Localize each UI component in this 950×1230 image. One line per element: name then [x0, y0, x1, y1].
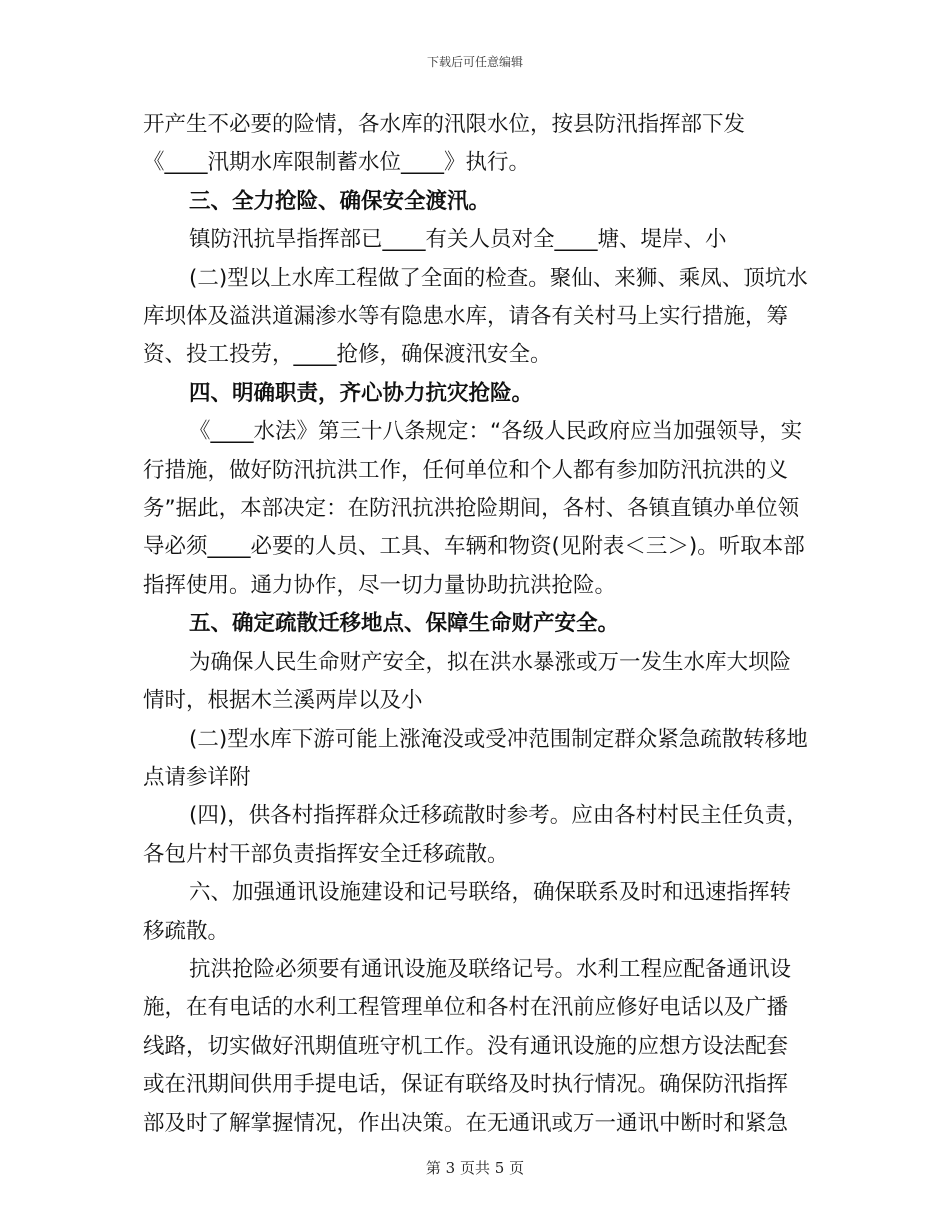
section-heading-5: 五、确定疏散迁移地点、保障生命财产安全。 [189, 611, 620, 637]
paragraph: 《____水法》第三十八条规定：“各级人民政府应当加强领导，实行措施，做好防汛抗洪工作，任何单位和个人都有参加防汛抗洪的义务”据此，本部决定：在防汛抗洪抢险期间，各村、各镇直镇办单位领导必须____必要的人员、工具、车辆和物资(见附表＜三＞)。听取本部指挥使用。通力协作，尽一切力量协助抗洪抢险。 [143, 419, 805, 598]
paragraph: 为确保人民生命财产安全，拟在洪水暴涨或万一发生水库大坝险情时，根据木兰溪两岸以及小 [143, 649, 792, 714]
page-footer: 第 3 页共 5 页 [425, 1159, 525, 1177]
paragraph: 镇防汛抗旱指挥部已____有关人员对全____塘、堤岸、小 [189, 227, 727, 253]
document-body [143, 106, 808, 1143]
paragraph: (二)型以上水库工程做了全面的检查。聚仙、来狮、乘凤、顶坑水库坝体及溢洪道漏渗水等有隐患水库，请各有关村马上实行措施，筹资、投工投劳，____抢修，确保渡汛安全。 [143, 265, 808, 368]
section-heading-3: 三、全力抢险、确保安全渡汛。 [189, 188, 491, 214]
paragraph: 开产生不必要的险情，各水库的汛限水位，按县防汛指挥部下发《____汛期水库限制蓄水位____》执行。 [143, 112, 746, 176]
section-heading-6: 六、加强通讯设施建设和记号联络，确保联系及时和迅速指挥转移疏散。 [143, 880, 792, 944]
page-header: 下载后可任意编辑 [426, 55, 523, 69]
paragraph: (二)型水库下游可能上涨淹没或受冲范围制定群众紧急疏散转移地点请参详附 [143, 726, 808, 790]
paragraph: 抗洪抢险必须要有通讯设施及联络记号。水利工程应配备通讯设施，在有电话的水利工程管理单位和各村在汛前应修好电话以及广播线路，切实做好汛期值班守机工作。没有通讯设施的应想方设法配套或在汛期间供用手提电话，保证有联络及时执行情况。确保防汛指挥部及时了解掌握情况，作出决策。在无通讯或万一通讯中断时和紧急 [143, 956, 792, 1136]
section-heading-4: 四、明确职责，齐心协力抗灾抢险。 [189, 380, 534, 406]
paragraph: (四)，供各村指挥群众迁移疏散时参考。应由各村村民主任负责，各包片村干部负责指挥安全迁移疏散。 [143, 803, 808, 867]
